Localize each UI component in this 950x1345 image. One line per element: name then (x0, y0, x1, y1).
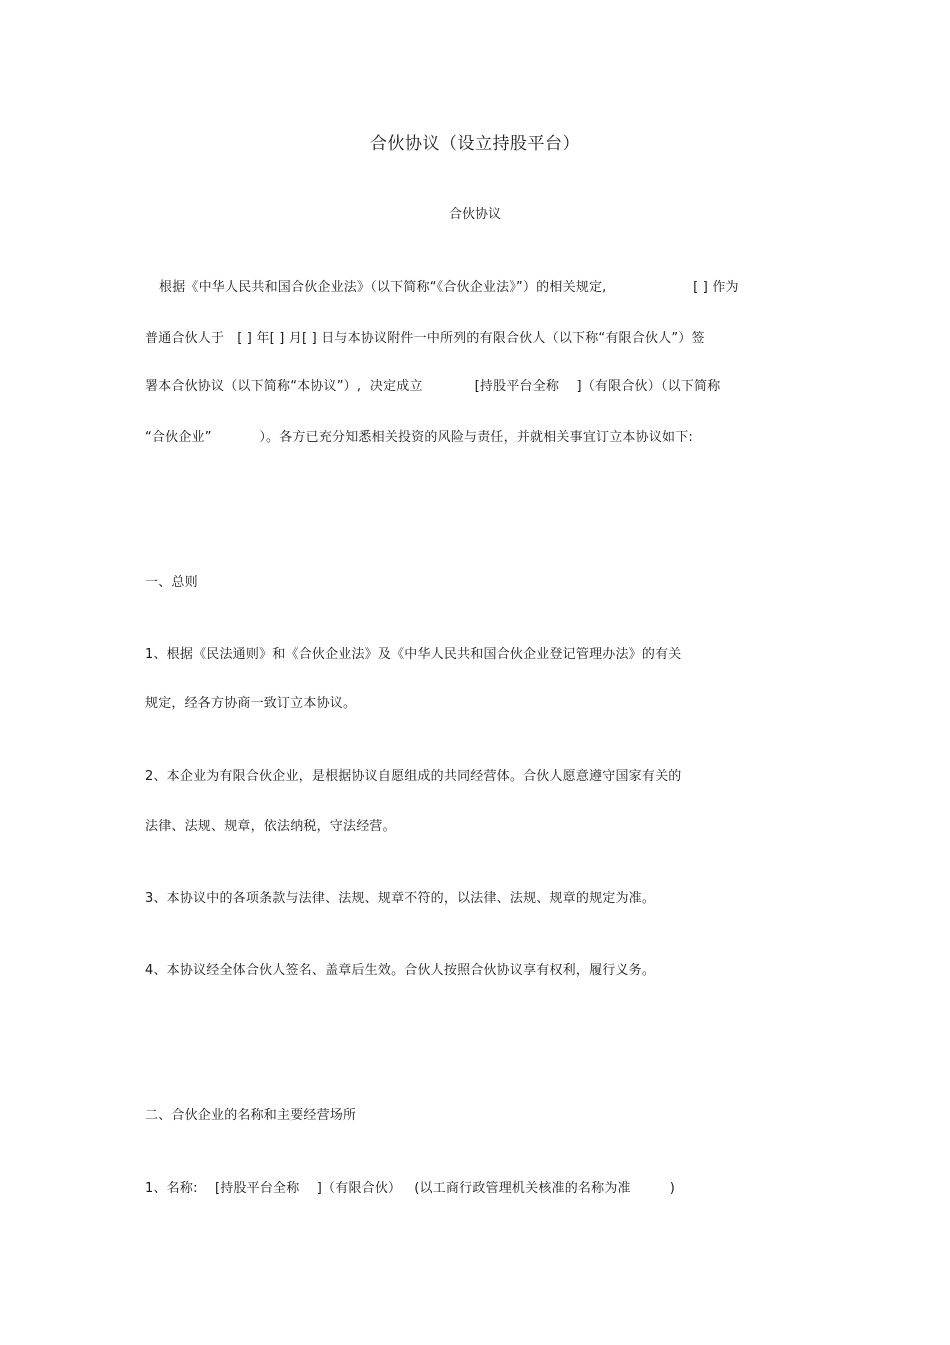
paragraph-line: 规定，经各方协商一致订立本协议。 (145, 696, 357, 711)
section-heading: 二、合伙企业的名称和主要经营场所 (145, 1108, 357, 1123)
paragraph-line: 1、名称: [持股平台全称 ]（有限合伙） (以工商行政管理机关核准的名称为准 ) (145, 1181, 675, 1196)
document-title: 合伙协议（设立持股平台） (370, 134, 580, 154)
document-subtitle: 合伙协议 (448, 207, 501, 222)
paragraph-line: 法律、法规、规章，依法纳税，守法经营。 (145, 819, 396, 834)
preamble-line: 根据《中华人民共和国合伙企业法》（以下简称“《合伙企业法》”）的相关规定, [ ] 作为 (159, 280, 739, 295)
paragraph-line: 3、本协议中的各项条款与法律、法规、规章不符的，以法律、法规、规章的规定为准。 (145, 891, 656, 906)
paragraph-line: 2、本企业为有限合伙企业，是根据协议自愿组成的共同经营体。合伙人愿意遵守国家有关的 (145, 769, 682, 784)
paragraph-line: 1、根据《民法通则》和《合伙企业法》及《中华人民共和国合伙企业登记管理办法》的有关 (145, 647, 682, 662)
section-heading: 一、总则 (145, 575, 198, 590)
preamble-line: 署本合伙协议（以下简称“本协议”）, 决定成立 [持股平台全称 ]（有限合伙）（以下简称 (145, 379, 721, 394)
preamble-line: 普通合伙人于 [ ] 年[ ] 月[ ] 日与本协议附件一中所列的有限合伙人（以下称“有限合伙人”）签 (145, 331, 705, 346)
paragraph-line: 4、本协议经全体合伙人签名、盖章后生效。合伙人按照合伙协议享有权利，履行义务。 (145, 963, 656, 978)
preamble-line: “合伙企业” ）。各方已充分知悉相关投资的风险与责任，并就相关事宜订立本协议如下: (145, 430, 694, 445)
